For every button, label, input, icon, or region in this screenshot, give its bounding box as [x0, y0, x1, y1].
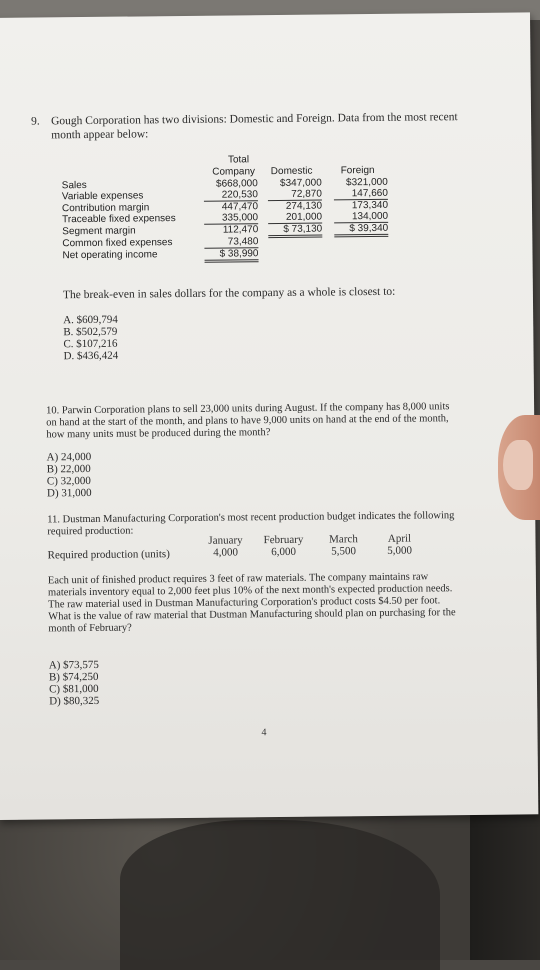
q11-option-c: C) $81,000 [48, 682, 99, 696]
segment-domestic: $ 73,130 [268, 224, 322, 239]
required-production-label: Required production (units) [47, 548, 170, 562]
q11-para-line4: What is the value of raw material that Dustman Manufacturing should plan on purchasing for the [48, 607, 456, 623]
contribution-total: 447,470 [221, 201, 259, 213]
header-total-1: Total [227, 154, 250, 166]
q11-text-line1: 11. Dustman Manufacturing Corporation's most recent production budget indicates the following [47, 510, 455, 526]
common-total: 73,480 [204, 236, 258, 249]
shadow [120, 820, 440, 970]
worksheet-page [0, 12, 538, 820]
q11-text-line2: required production: [47, 525, 134, 538]
q11-para-line2: materials inventory equal to 2,000 feet plus 10% of the next month's expected production needs. [47, 583, 453, 599]
header-domestic: Domestic [270, 165, 313, 178]
q9-number: 9. [31, 115, 40, 128]
row-label-segment: Segment margin [62, 225, 136, 238]
q11-para-line5: month of February? [48, 622, 132, 635]
traceable-total: 335,000 [204, 212, 258, 225]
net-total: $ 38,990 [204, 248, 258, 263]
chair-leg [470, 800, 540, 960]
month-january: January [208, 534, 243, 547]
sales-domestic: $347,000 [279, 177, 322, 189]
row-label-variable: Variable expenses [61, 190, 144, 203]
variable-domestic: 72,870 [268, 189, 322, 202]
q9-option-c: C. $107,216 [63, 337, 118, 351]
q10-text-line2: on hand at the start of the month, and plans to have 9,000 units on hand at the end of the month, [46, 413, 449, 429]
q10-option-a: A) 24,000 [46, 450, 92, 464]
page-number: 4 [261, 727, 267, 739]
month-april: April [387, 532, 412, 545]
traceable-domestic: 201,000 [268, 212, 322, 225]
sales-foreign: $321,000 [345, 176, 388, 189]
q11-para-line1: Each unit of finished product requires 3 feet of raw materials. The company maintains raw [47, 571, 429, 587]
q11-option-a: A) $73,575 [48, 658, 99, 672]
contribution-domestic: 274,130 [285, 200, 323, 212]
q10-option-c: C) 32,000 [46, 474, 91, 488]
row-label-traceable: Traceable fixed expenses [62, 213, 176, 226]
header-foreign: Foreign [340, 164, 375, 177]
contribution-foreign: 173,340 [351, 199, 389, 212]
variable-total: 220,530 [204, 189, 258, 202]
month-february: February [263, 533, 304, 547]
row-label-contribution: Contribution margin [61, 202, 150, 215]
value-march: 5,500 [331, 545, 357, 558]
sales-total: $668,000 [215, 178, 258, 190]
q11-option-b: B) $74,250 [48, 670, 99, 684]
value-february: 6,000 [271, 545, 297, 559]
q9-text-line2: month appear below: [51, 128, 149, 142]
value-january: 4,000 [213, 546, 239, 559]
header-total-2: Company [212, 166, 256, 178]
q10-option-b: B) 22,000 [46, 462, 91, 476]
q11-option-d: D) $80,325 [49, 694, 100, 708]
q9-prompt: The break-even in sales dollars for the company as a whole is closest to: [62, 285, 396, 302]
segment-foreign: $ 39,340 [334, 223, 388, 238]
q9-option-a: A. $609,794 [63, 313, 118, 327]
q9-option-d: D. $436,424 [63, 349, 119, 363]
q9-option-b: B. $502,579 [63, 325, 118, 339]
segment-total: 112,470 [222, 224, 259, 236]
row-label-net: Net operating income [62, 249, 158, 262]
q11-para-line3: The raw material used in Dustman Manufacturing Corporation's product costs $4.50 per foot. [48, 595, 441, 611]
variable-foreign: 147,660 [334, 188, 388, 201]
row-label-common: Common fixed expenses [62, 237, 173, 250]
row-label-sales: Sales [61, 179, 87, 192]
q10-text-line3: how many units must be produced during the month? [46, 427, 271, 441]
q10-text-line1: 10. Parwin Corporation plans to sell 23,000 units during August. If the company has 8,000 units [46, 401, 450, 417]
fingernail [503, 440, 533, 490]
value-april: 5,000 [387, 544, 413, 557]
month-march: March [329, 533, 358, 546]
traceable-foreign: 134,000 [334, 211, 388, 224]
q10-option-d: D) 31,000 [46, 486, 92, 500]
q9-text-line1: Gough Corporation has two divisions: Domestic and Foreign. Data from the most recent [51, 111, 458, 128]
